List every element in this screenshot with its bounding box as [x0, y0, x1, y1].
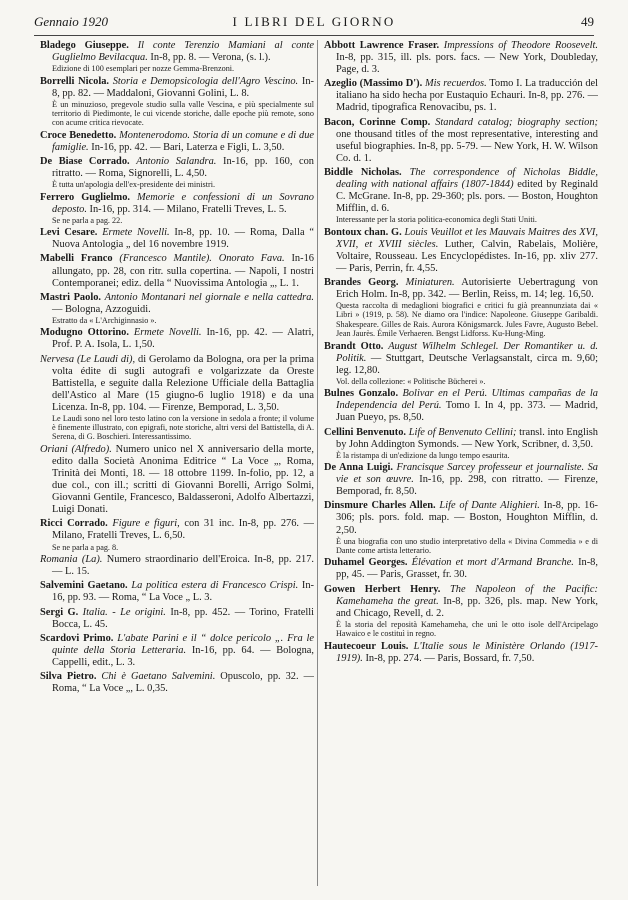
entry-text: [324, 462, 598, 498]
bibliography-entry: [40, 518, 314, 551]
bibliography-entry: [324, 500, 598, 555]
bibliography-entry: [40, 554, 314, 578]
entry-title: Élévation et mort d'Armand Branche.: [411, 557, 574, 569]
bibliography-entry: [40, 40, 314, 73]
entry-details: In-8, pp. 452. — Torino, Fratelli Bocca, L. 45.: [52, 606, 314, 630]
entry-details: Opuscolo, pp. 32. — Roma, “ La Voce „, L. 0,35.: [52, 671, 314, 695]
entry-author: Abbott Lawrence Fraser.: [324, 40, 440, 51]
entry-author: Ricci Corrado.: [40, 518, 108, 530]
entry-note: È tutta un'apologia dell'ex-presidente dei ministri.: [52, 180, 216, 190]
bibliography-entry: [40, 633, 314, 669]
entry-author: Silva Pietro.: [40, 671, 97, 683]
entry-note: Interessante per la storia politica-economica degli Stati Uniti.: [336, 215, 537, 225]
entry-title: Life of Benvenuto Cellini;: [408, 426, 517, 438]
entry-title: Memorie e confessioni di un Sovrano deposto.: [52, 191, 314, 215]
entry-details: In-8, pp. 326, pls. map. New York, and Chicago, Revell, d. 2.: [336, 595, 598, 619]
entry-author: Duhamel Georges.: [324, 557, 408, 569]
entry-text: [324, 500, 598, 536]
entry-title: Miniaturen.: [405, 277, 455, 289]
entry-note: Se ne parla a pag. 22.: [52, 215, 123, 225]
entry-details: Numero straordinario dell'Eroica. In-8, pp. 217. — L. 15.: [52, 554, 314, 578]
bibliography-entry: [40, 354, 314, 442]
bibliography-entry: [324, 277, 598, 338]
entry-details: In-8, pp. 82. — Maddaloni, Giovanni Golini, L. 8.: [52, 75, 314, 99]
entry-title: (Francesco Mantile). Onorato Fava.: [119, 253, 285, 265]
entry-author: Bladego Giuseppe.: [40, 40, 129, 51]
entry-text: [40, 327, 314, 351]
entry-title: Montenerodomo. Storia di un comune e di due famiglie.: [52, 129, 314, 153]
entry-note: È la ristampa di un'edizione da lungo tempo esaurita.: [336, 450, 510, 460]
entry-text: [40, 130, 314, 154]
running-header: [34, 12, 594, 34]
bibliography-entry: [40, 76, 314, 128]
entry-title: The correspondence of Nicholas Biddle, dealing with national affairs (1807-1844): [336, 167, 598, 191]
entry-author: Bulnes Gonzalo.: [324, 388, 399, 400]
entry-text: [324, 167, 598, 215]
bibliography-entry: [40, 671, 314, 695]
entry-details: In-8, pp. 8. — Verona, (s. l.).: [150, 52, 271, 64]
bibliography-entry: [324, 557, 598, 581]
entry-title: Il conte Terenzio Mamiani al conte Guglielmo Bevilacqua.: [52, 40, 314, 64]
bibliography-entry: [40, 192, 314, 225]
entry-author: De Anna Luigi.: [324, 462, 393, 474]
entry-text: [324, 641, 598, 665]
entry-text: [40, 76, 314, 100]
entry-title: Oriani (Alfredo).: [40, 443, 112, 455]
entry-details: In-16, pp. 42. — Bari, Laterza e Figli, L. 3,50.: [91, 141, 285, 153]
entry-details: In-8, pp. 10. — Roma, Dalla “ Nuova Antologia „ del 16 novembre 1919.: [52, 227, 314, 251]
entry-title: L'Italie sous le Ministère Orlando (1917-1919).: [336, 640, 598, 664]
entry-author: Bontoux chan. G.: [324, 226, 402, 238]
bibliography-entry: [40, 607, 314, 631]
entry-details: In-8, pp. 315, ill. pls. pors. facs. — New York, Doubleday, Page, d. 3.: [336, 52, 598, 76]
entry-text: [324, 117, 598, 165]
bibliography-entry: [324, 117, 598, 165]
entry-author: Borrelli Nicola.: [40, 75, 110, 87]
bibliography-entry: [324, 227, 598, 275]
entry-details: — Bologna, Azzoguidi.: [52, 303, 151, 315]
entry-text: [40, 607, 314, 631]
entry-text: [324, 341, 598, 377]
entry-author: Biddle Nicholas.: [324, 167, 402, 179]
entry-text: [324, 427, 598, 451]
entry-author: Dinsmure Charles Allen.: [324, 500, 436, 512]
entry-details: Autorisierte Uebertragung von Erich Holm. In-8, pp. 342. — Berlin, Reiss, m. 14; leg. 16,50.: [336, 277, 598, 301]
entry-text: [324, 584, 598, 620]
entry-details: In-16, pp. 160, con ritratto. — Roma, Signorelli, L. 4,50.: [52, 156, 314, 180]
header-title: I LIBRI DEL GIORNO: [232, 14, 396, 29]
entry-author: Scardovi Primo.: [40, 632, 114, 644]
entry-author: Brandes Georg.: [324, 277, 399, 289]
entry-text: [40, 671, 314, 695]
entry-title: L'abate Parini e il “ dolce pericolo „. Fra le quinte della Storia Letteraria.: [52, 632, 314, 656]
entry-text: [40, 292, 314, 316]
entry-author: Gowen Herbert Henry.: [324, 583, 441, 595]
bibliography-entry: [40, 292, 314, 325]
entry-title: Antonio Salandra.: [136, 156, 217, 168]
bibliography-entry: [40, 156, 314, 189]
bibliography-entry: [324, 78, 598, 114]
entry-note: È la storia del reposità Kamehameha, che unì le otto isole dell'Arcipelago Hawaico e le costituì in regno.: [336, 619, 598, 639]
entry-details: In-8, pp, 45. — Paris, Grasset, fr. 30.: [336, 557, 598, 581]
entry-note: Questa raccolta di medaglioni biografici e critici fu già preannunziata dai « Libri » (1919, p. 58). Ne diamo ora l'indice: Napoleone. Giuseppe Garibaldi. Shakespeare. Gilles de Rais. Aurora Königsmarck. Jules Favre, Augusto Bebel. Jean Jaurès. Émile Verhaeren. Bengst Lidforss. Ku-Hung-Ming.: [336, 301, 598, 339]
entry-text: [40, 580, 314, 604]
entry-details: In-16, pp. 93. — Roma, “ La Voce „ L. 3.: [52, 580, 314, 604]
entry-text: [40, 633, 314, 669]
bibliography-entry: [40, 327, 314, 351]
entry-author: Mastri Paolo.: [40, 291, 102, 303]
entry-text: [40, 253, 314, 289]
bibliography-entry: [324, 427, 598, 460]
entry-title: Chi è Gaetano Salvemini.: [101, 671, 216, 683]
header-rule: [34, 35, 594, 36]
left-column: [40, 40, 314, 890]
entry-details: In-8, pp. 274. — Paris, Bossard, fr. 7,50.: [365, 652, 535, 664]
entry-text: [324, 277, 598, 301]
entry-text: [40, 192, 314, 216]
entry-details: In-16 allungato, pp. 28, con ritr. sulla copertina. — Napoli, I nostri Contemporanei; ediz. della “ Nuovissima Antologia „, L. 1.: [52, 253, 314, 289]
entry-title: Standard catalog; biography section;: [435, 116, 598, 128]
entry-details: Luther, Calvin, Rabelais, Molière, Voltaire, Rousseau. Les Encyclopédistes. In-16, pp. xliv 277. — Paris, Perrin, fr. 4,55.: [336, 238, 598, 274]
entry-note: Vol. della collezione: « Politische Bücherei ».: [336, 376, 486, 386]
entry-author: Mabelli Franco: [40, 253, 113, 265]
bibliography-entry: [324, 388, 598, 424]
entry-text: [40, 354, 314, 414]
entry-title: Francisque Sarcey professeur et journaliste. Sa vie et son œuvre.: [336, 462, 598, 486]
entry-text: [324, 78, 598, 114]
entry-text: [40, 156, 314, 180]
entry-author: Cellini Benvenuto.: [324, 426, 407, 438]
entry-title: Life of Dante Alighieri.: [439, 500, 540, 512]
bibliography-entry: [324, 341, 598, 386]
entry-text: [324, 227, 598, 275]
entry-text: [324, 388, 598, 424]
entry-title: Antonio Montanari nel giornale e nella cattedra.: [104, 291, 314, 303]
right-column: [324, 40, 598, 890]
entry-title: August Wilhelm Schlegel. Der Romantiker u. d. Politik.: [336, 340, 598, 364]
entry-text: [40, 444, 314, 516]
entry-title: Romania (La).: [40, 554, 103, 566]
entry-details: In-8, pp. 16-306; pls. pors. fold. map. — Boston, Houghton Mifflin, d. 2,50.: [336, 500, 598, 536]
entry-author: De Biase Corrado.: [40, 156, 130, 168]
entry-title: Italia. - Le origini.: [82, 606, 166, 618]
entry-author: Salvemini Gaetano.: [40, 580, 128, 592]
entry-title: The Napoleon of the Pacific: Kamehameha the great.: [336, 583, 598, 607]
entry-title: Ermete Novelli.: [102, 227, 170, 239]
entry-author: Ferrero Guglielmo.: [40, 191, 131, 203]
page-number: 49: [581, 14, 594, 29]
bibliography-entry: [40, 227, 314, 251]
bibliography-entry: [324, 462, 598, 498]
entry-details: di Gerolamo da Bologna, ora per la prima volta édite di sugli autografi e volgarizzate da Oreste Battistella, e seguite dalla Relezione Ufficiale della Battaglia dell'Astico al Mare (15 giugno-6 luglio 1918) e da una Licenza. In-8, pp. 104. — Firenze, Bemporad, L. 3,50.: [52, 353, 314, 413]
entry-title: Nervesa (Le Laudi di),: [40, 353, 136, 365]
entry-author: Azeglio (Massimo D').: [324, 78, 423, 90]
entry-title: Impressions of Theodore Roosevelt.: [443, 40, 598, 51]
entry-author: Brandt Otto.: [324, 340, 384, 352]
entry-details: In-16, pp. 64. — Bologna, Cappelli, edit., L. 3.: [52, 644, 314, 668]
entry-title: Louis Veuillot et les Mauvais Maitres des XVI, XVII, et XVIII siècles.: [336, 226, 598, 250]
entry-details: Tomo I. La traducción del italiano ha sido hecha por Eustaquio Echauri. In-8, pp. 276. — Madrid, tipografica Renovacibu, ps. 1.: [336, 78, 598, 114]
entry-note: È una biografia con uno studio interpretativo della « Divina Commedia » e di Dante come artista letterario.: [336, 536, 598, 555]
entry-details: Numero unico nel X anniversario della morte, edito dalla Società Anonima Editrice “ La Voce „, Roma, Trinità dei Monti, 18. — 18 ottobre 1199. In-folio, pp. 12, a due col., con ill.; scritti di Giovanni Borelli, Arrigo Solmi, Giovanni Gentile, Francesco, Baldasseroni, Adolfo Albertazzi, Luigi Donati.: [52, 443, 314, 516]
entry-author: Hautecoeur Louis.: [324, 640, 409, 652]
entry-text: [40, 518, 314, 542]
entry-note: Edizione di 100 esemplari per nozze Gemma-Brenzoni.: [52, 64, 235, 74]
entry-author: Bacon, Corinne Comp.: [324, 116, 431, 128]
bibliography-entry: [40, 444, 314, 516]
bibliography-entry: [324, 641, 598, 665]
entry-text: [40, 554, 314, 578]
entry-title: Storia e Demopsicologia dell'Agro Vescino.: [112, 75, 299, 87]
entry-details: In-16, pp. 42. — Alatri, Prof. P. A. Isola, L. 1,50.: [52, 327, 314, 351]
entry-title: Figure e figuri,: [112, 518, 180, 530]
entry-details: one thousand titles of the most representative, interesting and useful biographies. In-8, pp. 5-79. — New York, H. W. Wilson Co. d. 1.: [336, 128, 598, 164]
entry-title: Bolivar en el Perú. Ultimas campañas de la Independencia del Perú.: [336, 388, 598, 412]
entry-note: Se ne parla a pag. 8.: [52, 542, 119, 552]
entry-text: [324, 557, 598, 581]
entry-author: Modugno Ottorino.: [40, 327, 129, 339]
entry-title: Ermete Novelli.: [133, 327, 202, 339]
entry-details: In-16, pp. 314. — Milano, Fratelli Treves, L. 5.: [89, 203, 287, 215]
entry-note: Le Laudi sono nel loro testo latino con la versione in sedola a fronte; il volume è finemente illustrato, con epigrafi, note storiche, altri versi del Battistella, di A. Serena, di G. Boschieri. Interessantissimo.: [52, 413, 314, 442]
column-divider: [317, 40, 318, 886]
entry-author: Levi Cesare.: [40, 227, 98, 239]
entry-details: con 31 inc. In-8, pp. 276. — Milano, Fratelli Treves, L. 6,50.: [52, 518, 314, 542]
entry-details: — Stuttgart, Deutsche Verlagsanstalt, circa m. 9,60; leg. 12,80.: [336, 352, 598, 376]
entry-details: transl. into English by John Addington Symonds. — New York, Scribner, d. 3,50.: [336, 426, 598, 450]
entry-text: [40, 227, 314, 251]
entry-text: [324, 40, 598, 76]
bibliography-entry: [40, 580, 314, 604]
entry-note: Estratto da « L'Archiginnasio ».: [52, 315, 157, 325]
entry-title: Mis recuerdos.: [424, 78, 487, 90]
entry-details: edited by Reginald C. McGrane. In-8, pp. 29-360; pls. pors. — Boston, Houghton Mifflin, d. 6.: [336, 179, 598, 215]
entry-details: In-16, pp. 298, con ritratto. — Firenze, Bemporad, fr. 8,50.: [336, 474, 598, 498]
bibliography-entry: [324, 40, 598, 76]
entry-author: Sergi G.: [40, 606, 79, 618]
bibliography-entry: [40, 253, 314, 289]
bibliography-entry: [40, 130, 314, 154]
header-date: Gennaio 1920: [34, 14, 109, 29]
entry-title: La politica estera di Francesco Crispi.: [131, 580, 299, 592]
entry-author: Croce Benedetto.: [40, 129, 117, 141]
entry-text: [40, 40, 314, 64]
entry-note: È un minuzioso, pregevole studio sulla valle Vescina, e più specialmente sul territorio di Piedimonte, le cui vicende storiche, dalle epoche più remote, sono con acume critica rievocate.: [52, 99, 314, 128]
bibliography-entry: [324, 584, 598, 639]
entry-details: Tomo I. In 4, pp. 373. — Madrid, Juan Pueyo, ps. 8,50.: [336, 400, 598, 424]
bibliography-entry: [324, 167, 598, 224]
